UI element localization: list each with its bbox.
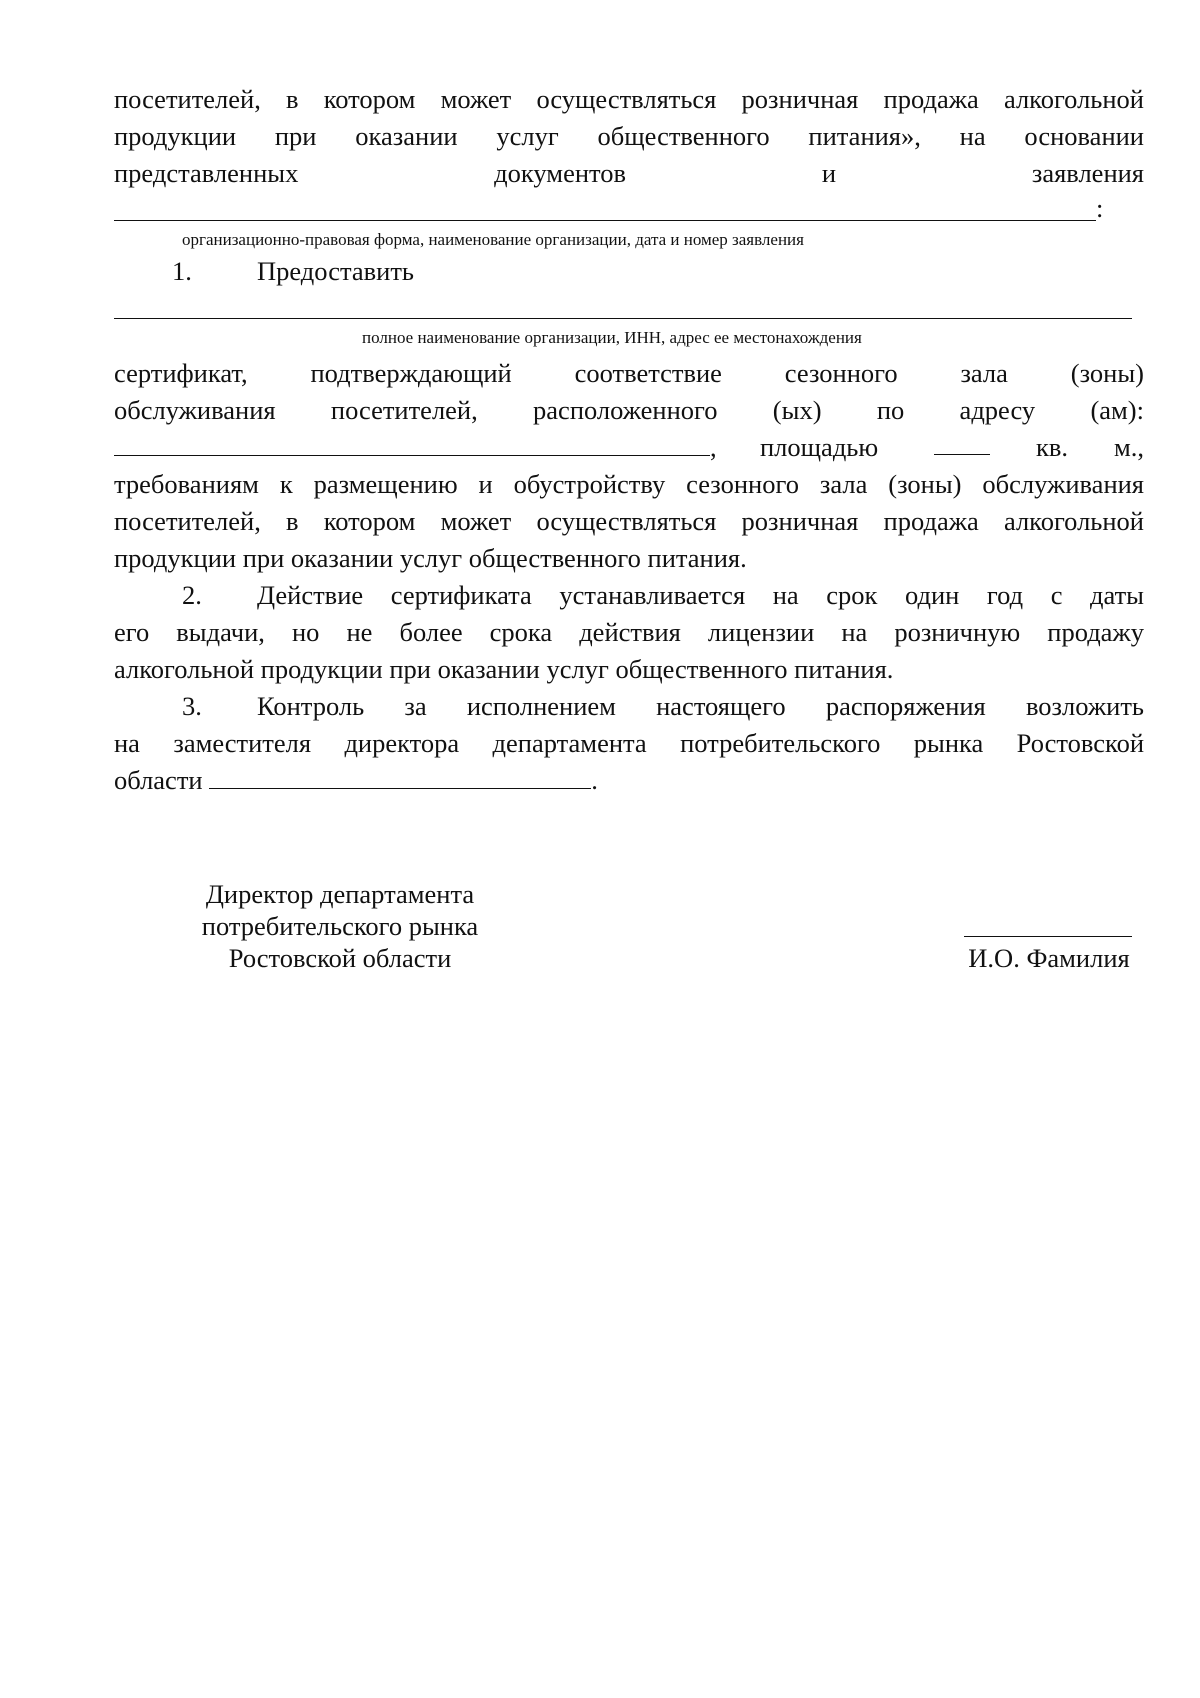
- intro-colon: :: [1096, 193, 1104, 223]
- item-1-line-4: требованиям к размещению и обустройству сезонного зала (зоны) обслуживания: [114, 469, 1144, 499]
- item-1-line-2: обслуживания посетителей, расположенного (ых) по адресу (ам):: [114, 395, 1144, 425]
- organization-caption: организационно-правовая форма, наименование организации, дата и номер заявления: [182, 230, 804, 249]
- organization-name-blank-line: [114, 318, 1132, 319]
- address-comma: ,: [710, 432, 717, 462]
- item-2-line-3: алкогольной продукции при оказании услуг общественного питания.: [114, 654, 894, 684]
- area-unit: кв. м.,: [1036, 432, 1144, 462]
- area-label: площадью: [760, 432, 879, 462]
- item-2-number: 2.: [182, 580, 202, 610]
- area-blank: [934, 454, 990, 455]
- intro-line-3: представленных документов и заявления: [114, 158, 1144, 188]
- item-3-region-label: области: [114, 765, 203, 795]
- organization-blank-line: [114, 220, 1096, 221]
- item-3-line-2: на заместителя директора департамента потребительского рынка Ростовской: [114, 728, 1144, 758]
- signature-blank-line: [964, 936, 1132, 937]
- item-1-line-6: продукции при оказании услуг общественного питания.: [114, 543, 747, 573]
- signature-title-line-2: потребительского рынка: [201, 911, 479, 941]
- address-blank: [114, 455, 710, 456]
- intro-line-2: продукции при оказании услуг общественного питания», на основании: [114, 121, 1144, 151]
- item-1-number: 1.: [172, 256, 192, 286]
- signature-title-line-1: Директор департамента: [205, 879, 475, 909]
- item-3-number: 3.: [182, 691, 202, 721]
- deputy-name-blank: [209, 788, 591, 789]
- item-3-line-3: [114, 762, 1144, 798]
- item-1-line-5: посетителей, в котором может осуществляться розничная продажа алкогольной: [114, 506, 1144, 536]
- intro-line-1: посетителей, в котором может осуществляться розничная продажа алкогольной: [114, 84, 1144, 114]
- item-1-address-line: [114, 429, 1144, 465]
- item-1-line-1: сертификат, подтверждающий соответствие сезонного зала (зоны): [114, 358, 1144, 388]
- signature-title-line-3: Ростовской области: [228, 943, 452, 973]
- organization-name-caption: полное наименование организации, ИНН, адрес ее местонахождения: [362, 328, 862, 347]
- item-2-line-2: его выдачи, но не более срока действия лицензии на розничную продажу: [114, 617, 1144, 647]
- item-2-line-1: Действие сертификата устанавливается на срок один год с даты: [257, 580, 1144, 610]
- signatory-name: И.О. Фамилия: [968, 943, 1130, 973]
- item-3-end: .: [591, 765, 598, 795]
- item-1-label: Предоставить: [257, 256, 414, 286]
- item-3-line-1: Контроль за исполнением настоящего распоряжения возложить: [257, 691, 1144, 721]
